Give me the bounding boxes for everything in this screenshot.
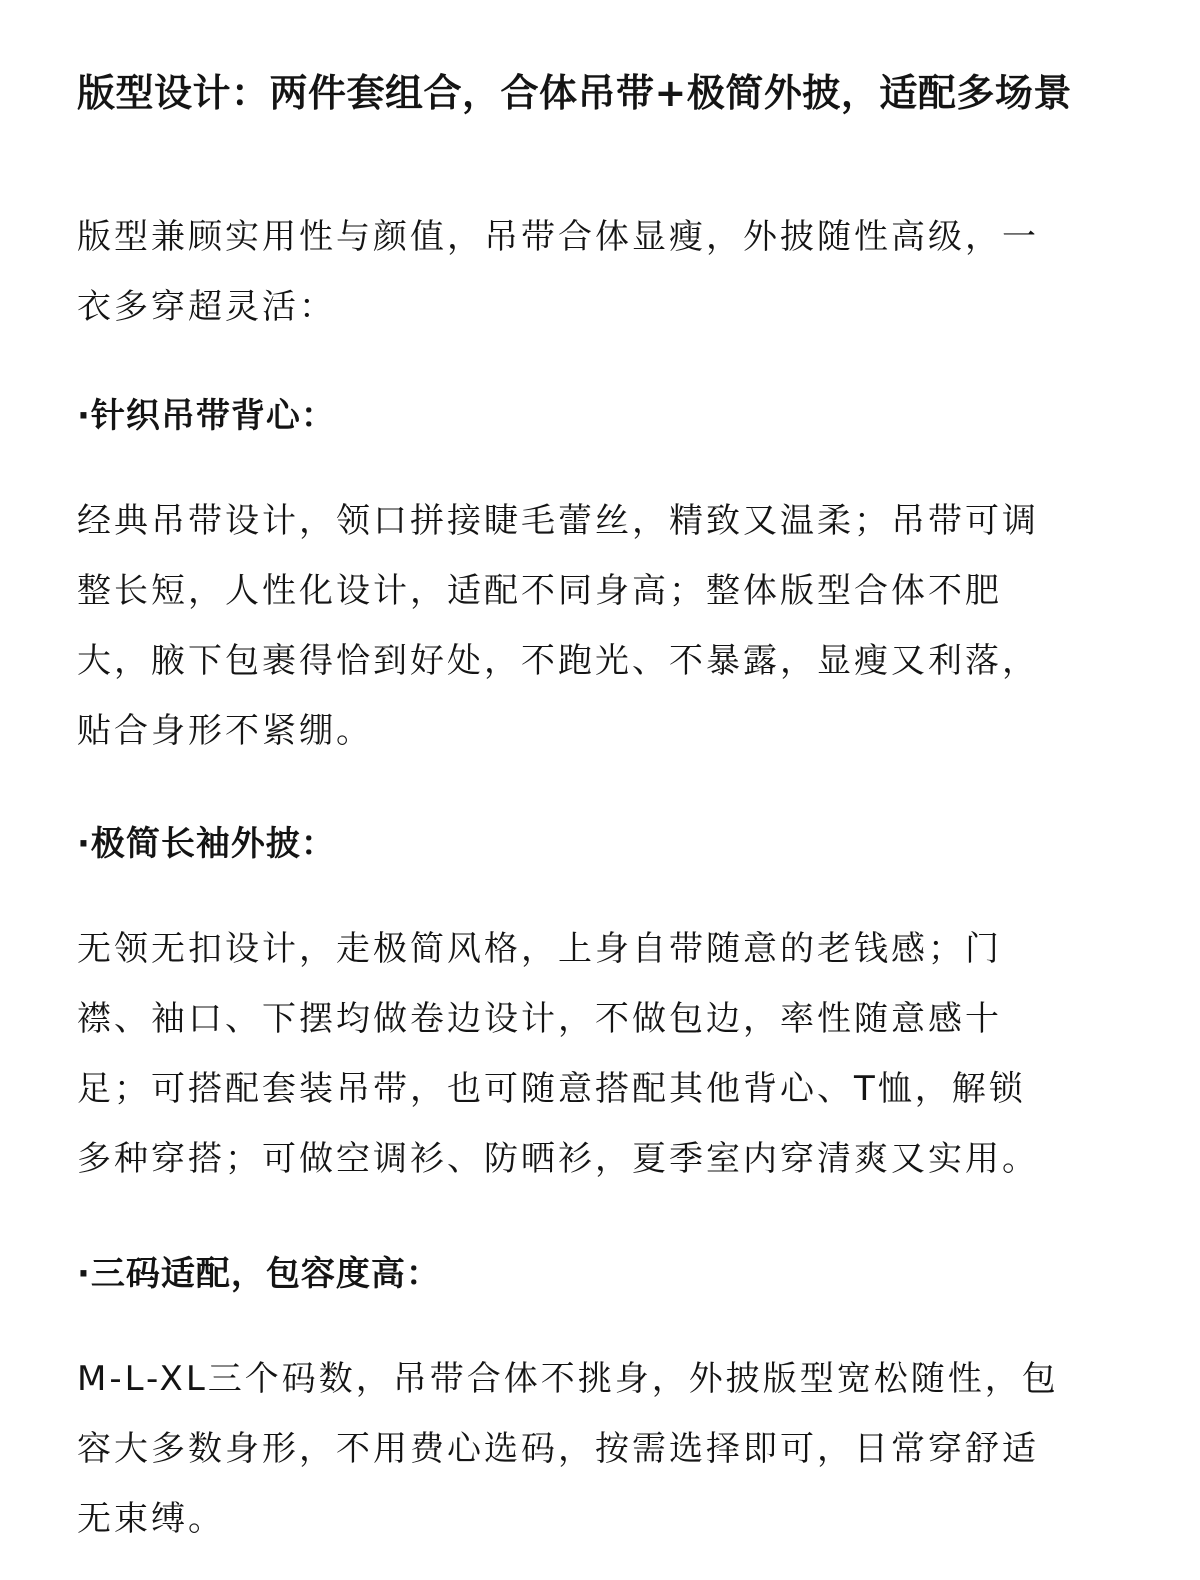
sizing-line-2: 容大多数身形，不用费心选码，按需选择即可，日常穿舒适 xyxy=(77,1429,1039,1469)
intro-line-2: 衣多穿超灵活： xyxy=(77,287,336,327)
sizing-line-3: 无束缚。 xyxy=(77,1499,225,1539)
cardigan-line-3: 足；可搭配套装吊带，也可随意搭配其他背心、T恤，解锁 xyxy=(77,1069,1026,1109)
section-body-sizing xyxy=(77,1344,1059,1554)
cardigan-line-1: 无领无扣设计，走极简风格，上身自带随意的老钱感；门 xyxy=(77,929,1002,969)
cardigan-line-2: 襟、袖口、下摆均做卷边设计，不做包边，率性随意感十 xyxy=(77,999,1002,1039)
camisole-line-2: 整长短，人性化设计，适配不同身高；整体版型合体不肥 xyxy=(77,571,1002,611)
section-body-cardigan xyxy=(77,914,1039,1194)
section-heading-cardigan: ·极简长袖外披： xyxy=(77,824,336,864)
cardigan-line-4: 多种穿搭；可做空调衫、防晒衫，夏季室内穿清爽又实用。 xyxy=(77,1139,1039,1179)
article-title: 版型设计：两件套组合，合体吊带+极简外披，适配多场景 xyxy=(77,71,1072,115)
camisole-line-4: 贴合身形不紧绷。 xyxy=(77,711,373,751)
intro-line-1: 版型兼顾实用性与颜值，吊带合体显瘦，外披随性高级，一 xyxy=(77,217,1039,257)
camisole-line-3: 大，腋下包裹得恰到好处，不跑光、不暴露，显瘦又利落， xyxy=(77,641,1039,681)
camisole-line-1: 经典吊带设计，领口拼接睫毛蕾丝，精致又温柔；吊带可调 xyxy=(77,501,1039,541)
section-heading-camisole: ·针织吊带背心： xyxy=(77,396,336,436)
sizing-line-1: M-L-XL三个码数，吊带合体不挑身，外披版型宽松随性，包 xyxy=(77,1359,1059,1399)
intro-paragraph xyxy=(77,202,1039,342)
section-body-camisole xyxy=(77,486,1039,766)
section-heading-sizing: ·三码适配，包容度高： xyxy=(77,1254,441,1294)
